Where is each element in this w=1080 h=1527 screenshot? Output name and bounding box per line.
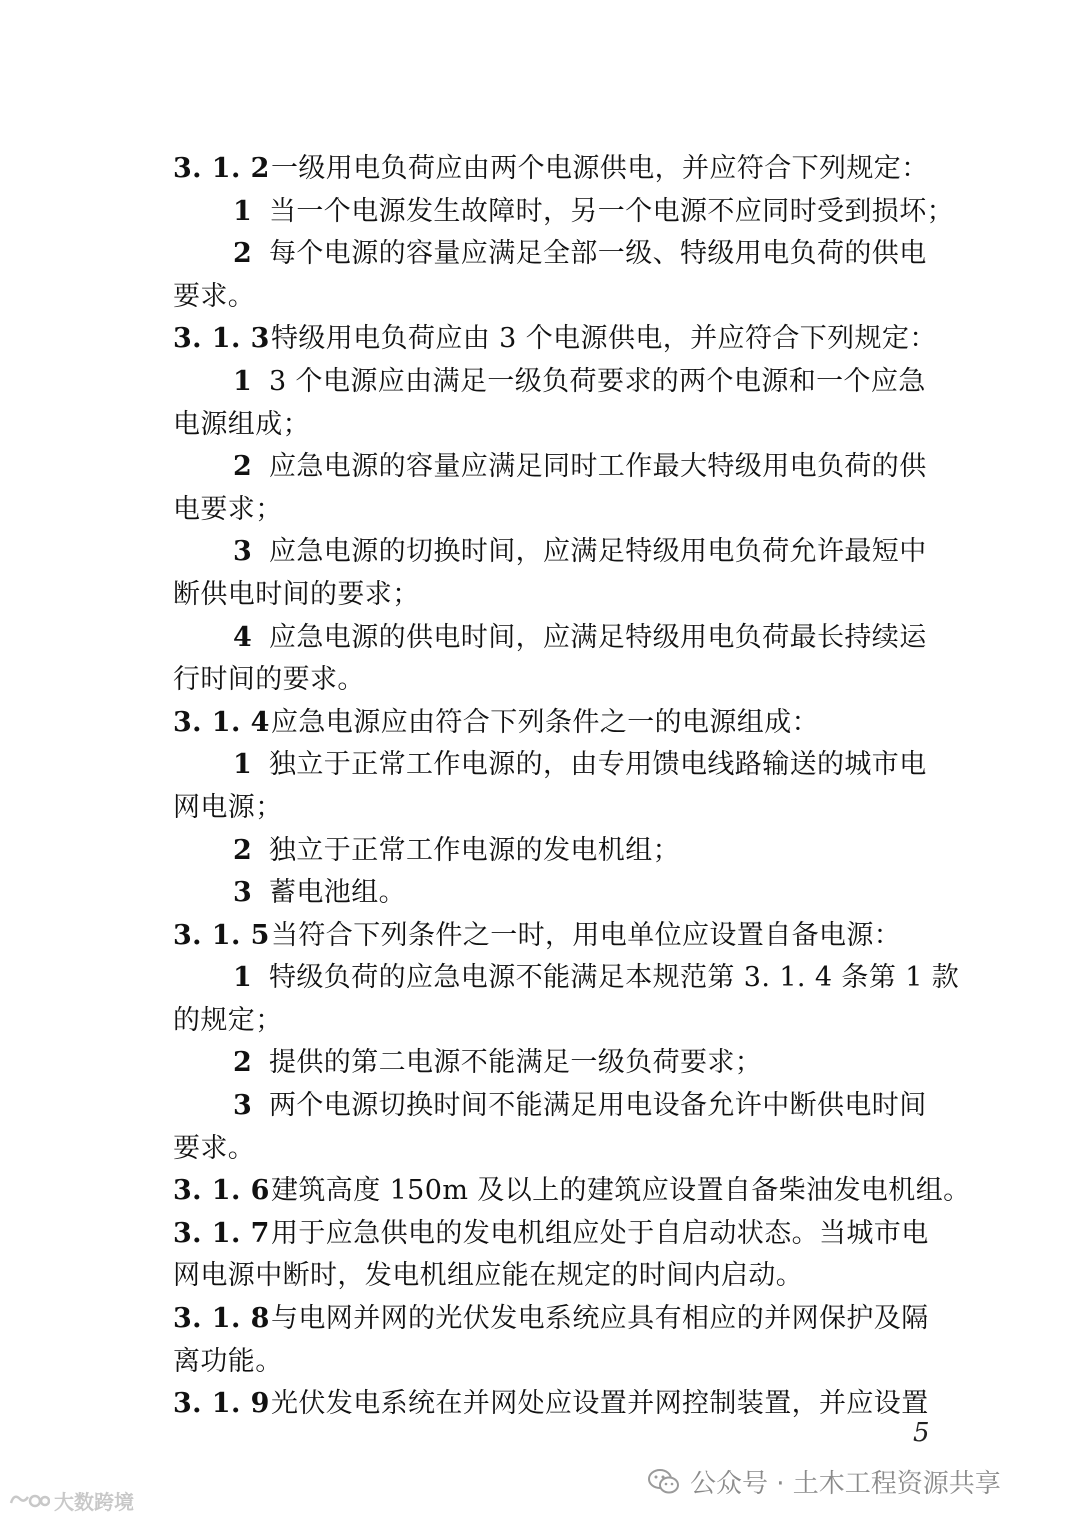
clause-number: 3. 1. 4: [173, 706, 270, 738]
line-text: 每个电源的容量应满足全部一级、特级用电负荷的供电: [269, 238, 927, 270]
continuation-line: [173, 1255, 958, 1298]
line-text: 应急电源的切换时间，应满足特级用电负荷允许最短中: [269, 536, 927, 568]
item-number: 3: [233, 1090, 253, 1122]
line-text: 网电源；: [173, 791, 283, 823]
clause-number: 3. 1. 3: [173, 323, 270, 355]
line-text: 离功能。: [173, 1345, 283, 1377]
clause-line: [173, 1213, 958, 1256]
item-line: [173, 830, 958, 873]
item-line: [173, 744, 958, 787]
line-text: 当一个电源发生故障时，另一个电源不应同时受到损坏；: [269, 195, 954, 227]
line-text: 行时间的要求。: [173, 664, 365, 696]
clause-number: 3. 1. 7: [173, 1217, 270, 1249]
item-number: 3: [233, 877, 253, 909]
line-text: 蓄电池组。: [269, 877, 406, 909]
line-text: 要求。: [173, 1132, 256, 1164]
item-number: 4: [233, 621, 253, 653]
item-line: [173, 957, 958, 1000]
brand-text: 大数跨境: [54, 1490, 134, 1514]
brand-logo-icon: [8, 1489, 50, 1513]
item-number: 2: [233, 451, 253, 483]
line-text: 特级负荷的应急电源不能满足本规范第 3. 1. 4 条第 1 款: [269, 962, 960, 994]
line-text: 电要求；: [173, 493, 283, 525]
continuation-line: [173, 276, 958, 319]
line-text: 两个电源切换时间不能满足用电设备允许中断供电时间: [269, 1090, 927, 1122]
line-text: 与电网并网的光伏发电系统应具有相应的并网保护及隔: [271, 1303, 929, 1335]
line-text: 3 个电源应由满足一级负荷要求的两个电源和一个应急: [269, 365, 926, 397]
line-text: 网电源中断时，发电机组应能在规定的时间内启动。: [173, 1260, 804, 1292]
item-line: [173, 446, 958, 489]
line-text: 特级用电负荷应由 3 个电源供电，并应符合下列规定：: [271, 323, 937, 355]
item-number: 1: [233, 195, 253, 227]
line-text: 应急电源的容量应满足同时工作最大特级用电负荷的供: [269, 451, 927, 483]
continuation-line: [173, 404, 958, 447]
wechat-icon: [648, 1468, 680, 1496]
continuation-line: [173, 787, 958, 830]
continuation-line: [173, 1128, 958, 1171]
line-text: 的规定；: [173, 1004, 283, 1036]
clause-line: [173, 1170, 971, 1213]
item-line: [173, 531, 958, 574]
document-body: [173, 148, 971, 1426]
clause-line: [173, 915, 958, 958]
brand-watermark: [8, 1486, 134, 1515]
item-line: [173, 1085, 958, 1128]
line-text: 建筑高度 150m 及以上的建筑应设置自备柴油发电机组。: [271, 1175, 971, 1207]
clause-number: 3. 1. 2: [173, 153, 270, 184]
item-line: [173, 361, 958, 404]
item-number: 2: [233, 238, 253, 270]
clause-line: [173, 1383, 958, 1426]
line-text: 光伏发电系统在并网处应设置并网控制装置，并应设置: [271, 1388, 929, 1420]
line-text: 电源组成；: [173, 408, 310, 440]
line-text: 独立于正常工作电源的，由专用馈电线路输送的城市电: [269, 749, 927, 781]
line-text: 应急电源的供电时间，应满足特级用电负荷最长持续运: [269, 621, 927, 653]
wechat-watermark: [648, 1463, 1001, 1500]
line-text: 断供电时间的要求；: [173, 578, 420, 610]
clause-line: [173, 148, 958, 191]
item-line: [173, 872, 958, 915]
clause-number: 3. 1. 6: [173, 1175, 270, 1207]
line-text: 独立于正常工作电源的发电机组；: [269, 834, 680, 866]
clause-line: [173, 1298, 958, 1341]
watermark-text: 公众号 · 土木工程资源共享: [690, 1469, 1001, 1499]
item-number: 1: [233, 962, 253, 994]
line-text: 一级用电负荷应由两个电源供电，并应符合下列规定：: [271, 153, 929, 184]
item-line: [173, 191, 958, 234]
continuation-line: [173, 1000, 958, 1043]
clause-line: [173, 702, 958, 745]
line-text: 用于应急供电的发电机组应处于自启动状态。当城市电: [271, 1217, 929, 1249]
clause-line: [173, 318, 958, 361]
clause-number: 3. 1. 9: [173, 1388, 270, 1420]
page-number: 5: [913, 1418, 930, 1448]
line-text: 当符合下列条件之一时，用电单位应设置自备电源：: [271, 919, 902, 951]
continuation-line: [173, 489, 958, 532]
clause-number: 3. 1. 5: [173, 919, 270, 951]
line-text: 应急电源应由符合下列条件之一的电源组成：: [271, 706, 819, 738]
item-number: 1: [233, 749, 253, 781]
item-number: 2: [233, 1047, 253, 1079]
line-text: 要求。: [173, 280, 256, 312]
item-line: [173, 1042, 958, 1085]
continuation-line: [173, 1341, 958, 1384]
item-number: 3: [233, 536, 253, 568]
clause-number: 3. 1. 8: [173, 1303, 270, 1335]
item-number: 2: [233, 834, 253, 866]
item-line: [173, 617, 958, 660]
item-line: [173, 233, 958, 276]
continuation-line: [173, 659, 958, 702]
continuation-line: [173, 574, 958, 617]
item-number: 1: [233, 365, 253, 397]
line-text: 提供的第二电源不能满足一级负荷要求；: [269, 1047, 763, 1079]
